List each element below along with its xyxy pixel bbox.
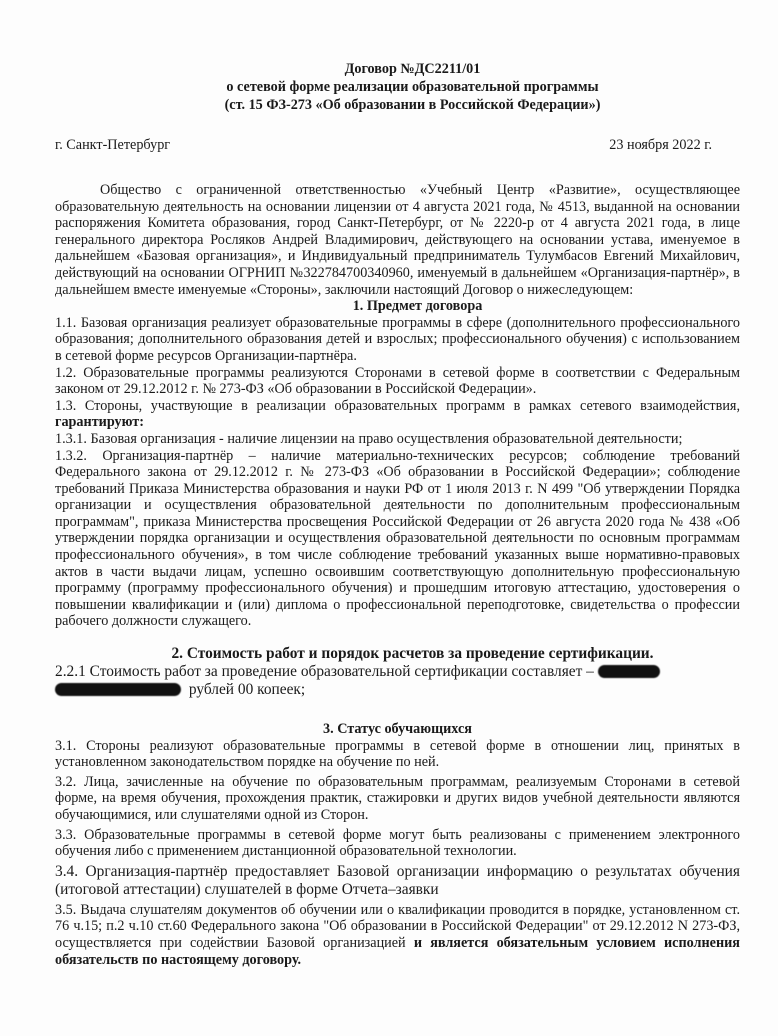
clause-1-3-bold: гарантируют: [55, 414, 144, 431]
preamble-paragraph: Общество с ограниченной ответственностью «Учебный Центр «Развитие», осуществляющее образовательную деятельность на основании лицензии от 4 августа 2021 года, № 4513, выданной на основании распоряжения Комитета образования, город Санкт-Петербург, от № 2220-р от 4 августа 2021 года, в лице генерального директора Росляков Андрей Владимирович, действующего на основании устава, именуемое в дальнейшем «Базовая организация», и Индивидуальный предприниматель Тулумбасов Евгений Михайлович, действующий на основании ОГРНИП №322784700340960, именуемый в дальнейшем «Организация-партнёр», в дальнейшем вместе именуемые «Стороны», заключили настоящий Договор о нижеследующем: [55, 182, 740, 298]
clause-3-5-bold: и является обязательным условием исполнения обязательств по настоящему договору. [55, 934, 740, 968]
section-3-heading: 3. Статус обучающихся [323, 721, 472, 738]
clause-3-5 [55, 902, 740, 968]
clause-3-5-text: 3.5. Выдача слушателям документов об обучении или о квалификации проводится в порядке, установленном ст. 76 ч.15; п.2 ч.10 ст.60 Федерального закона "Об образовании в Российской Федерации" от 29.12.2012 N 273-ФЗ, осуществляется при содействии Базовой организацией [55, 901, 740, 951]
clause-3-1: 3.1. Стороны реализуют образовательные программы в сетевой форме в отношении лиц, принятых в установленном законодательством порядке на обучение по ней. [55, 737, 740, 771]
contract-title-block [85, 60, 740, 114]
contract-subtitle: о сетевой форме реализации образовательной программы [226, 79, 599, 95]
clause-3-2: 3.2. Лица, зачисленные на обучение по образовательным программам, реализуемым Сторонами в сетевой форме, на время обучения, прохождения практик, стажировки и других видов учебной деятельности являются обучающимися, или слушателями одной из Сторон. [55, 773, 740, 823]
clause-1-3-text: 1.3. Стороны, участвующие в реализации образовательных программ в рамках сетевого взаимодействия, [55, 397, 740, 414]
clause-1-1: 1.1. Базовая организация реализует образовательные программы в сфере (дополнительного профессионального образования; дополнительного образования детей и взрослых; профессионального обучения) с использованием в сетевой форме ресурсов Организации-партнёра. [55, 314, 740, 364]
clause-1-3 [55, 398, 740, 431]
clause-1-3-1: 1.3.1. Базовая организация - наличие лицензии на право осуществления образовательной деятельности; [55, 430, 683, 447]
contract-title: Договор №ДС2211/01 [344, 61, 481, 77]
section-1-heading: 1. Предмет договора [352, 298, 483, 315]
clause-2-2-1 [55, 663, 740, 699]
clause-2-2-1-text: 2.2.1 Стоимость работ за проведение образовательной сертификации составляет – [55, 663, 594, 681]
clause-3-4: 3.4. Организация-партнёр предоставляет Базовой организации информацию о результатах обучения (итоговой аттестации) слушателей в форме Отчета–заявки [55, 862, 740, 898]
clause-1-3-2: 1.3.2. Организация-партнёр – наличие материально-технических ресурсов; соблюдение требований Федерального закона от 29.12.2012 г. № 273-ФЗ «Об образовании в Российской Федерации»; соблюдение требований Приказа Министерства образования и науки РФ от 1 июля 2013 г. N 499 "Об утверждении Порядка организации и осуществления образовательной деятельности по дополнительным профессиональным программам", приказа Министерства просвещения Российской Федерации от 26 августа 2020 года № 438 «Об утверждении порядка организации и осуществления образовательной деятельности по основным программам профессионального обучения», в том числе соблюдение требований указанных выше нормативно-правовых актов в части выдачи лицам, успешно освоившим соответствующую дополнительную профессиональную программу (программу профессионального обучения) и прошедшим итоговую аттестацию, удостоверения о повышении квалификации и (или) диплома о профессиональной переподготовке, свидетельства о профессии рабочего должности служащего. [55, 447, 740, 630]
place-date-row [55, 137, 712, 154]
contract-date: 23 ноября 2022 г. [609, 137, 712, 153]
contract-law-reference: (ст. 15 ФЗ-273 «Об образовании в Российской Федерации») [224, 97, 601, 113]
redacted-amount-1 [598, 665, 660, 678]
clause-1-2: 1.2. Образовательные программы реализуются Сторонами в сетевой форме в соответствии с Федеральным законом от 29.12.2012 г. № 273-ФЗ «Об образовании в Российской Федерации». [55, 364, 740, 398]
section-2-heading: 2. Стоимость работ и порядок расчетов за проведение сертификации. [171, 645, 654, 663]
contract-city: г. Санкт-Петербург [55, 137, 171, 153]
clause-3-3: 3.3. Образовательные программы в сетевой форме могут быть реализованы с применением электронного обучения либо с применением дистанционной образовательной технологии. [55, 826, 740, 860]
clause-2-2-1-tail: рублей 00 копеек; [188, 681, 306, 699]
redacted-amount-2 [55, 683, 181, 696]
